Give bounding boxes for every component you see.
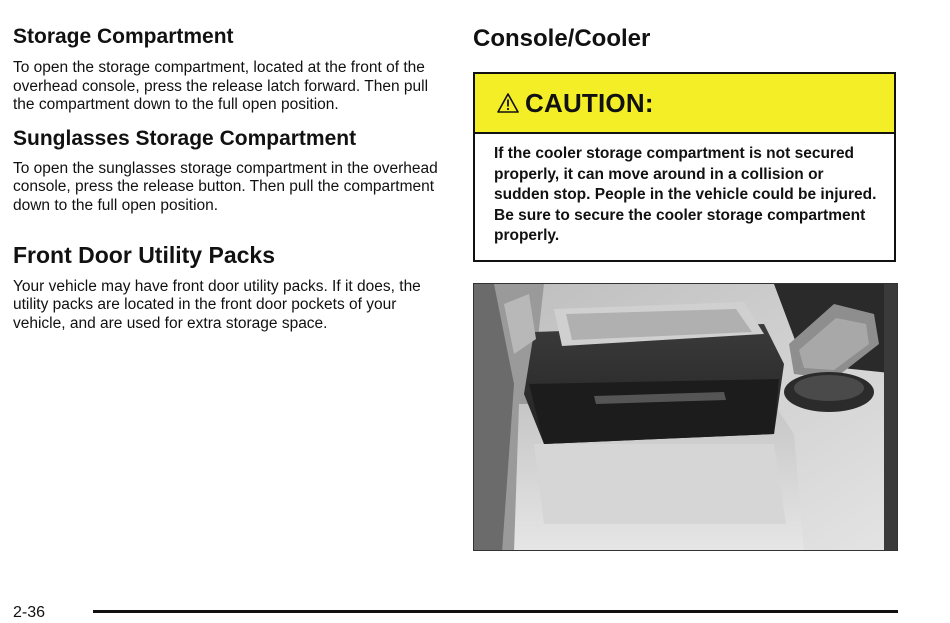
warning-triangle-icon	[497, 93, 519, 113]
left-column	[13, 24, 453, 333]
storage-compartment-heading: Storage Compartment	[13, 25, 234, 48]
footer-rule	[93, 610, 898, 613]
caution-header	[475, 74, 894, 134]
console-cooler-photo	[473, 283, 898, 551]
right-column	[473, 24, 898, 262]
storage-compartment-text: To open the storage compartment, located at the front of the overhead console, press the release latch forward. Then pull the compartment down to the full open position.	[13, 59, 429, 114]
sunglasses-compartment-text: To open the sunglasses storage compartment in the overhead console, press the release button. Then pull the compartment down to the full open position.	[13, 159, 438, 214]
caution-text: If the cooler storage compartment is not secured properly, it can move around in a collision or sudden stop. People in the vehicle could be injured. Be sure to secure the cooler storage compartment properly.	[494, 145, 877, 244]
caution-box	[473, 72, 896, 262]
front-door-utility-packs-heading: Front Door Utility Packs	[13, 241, 275, 268]
sunglasses-compartment-heading: Sunglasses Storage Compartment	[13, 126, 357, 150]
console-cooler-heading: Console/Cooler	[473, 25, 651, 52]
page-number: 2-36	[13, 604, 46, 621]
console-cooler-illustration	[474, 284, 898, 551]
front-door-utility-packs-text: Your vehicle may have front door utility packs. If it does, the utility packs are located in the front door pockets of your vehicle, and are used for extra storage space.	[13, 277, 421, 332]
caution-title: CAUTION:	[525, 87, 654, 118]
